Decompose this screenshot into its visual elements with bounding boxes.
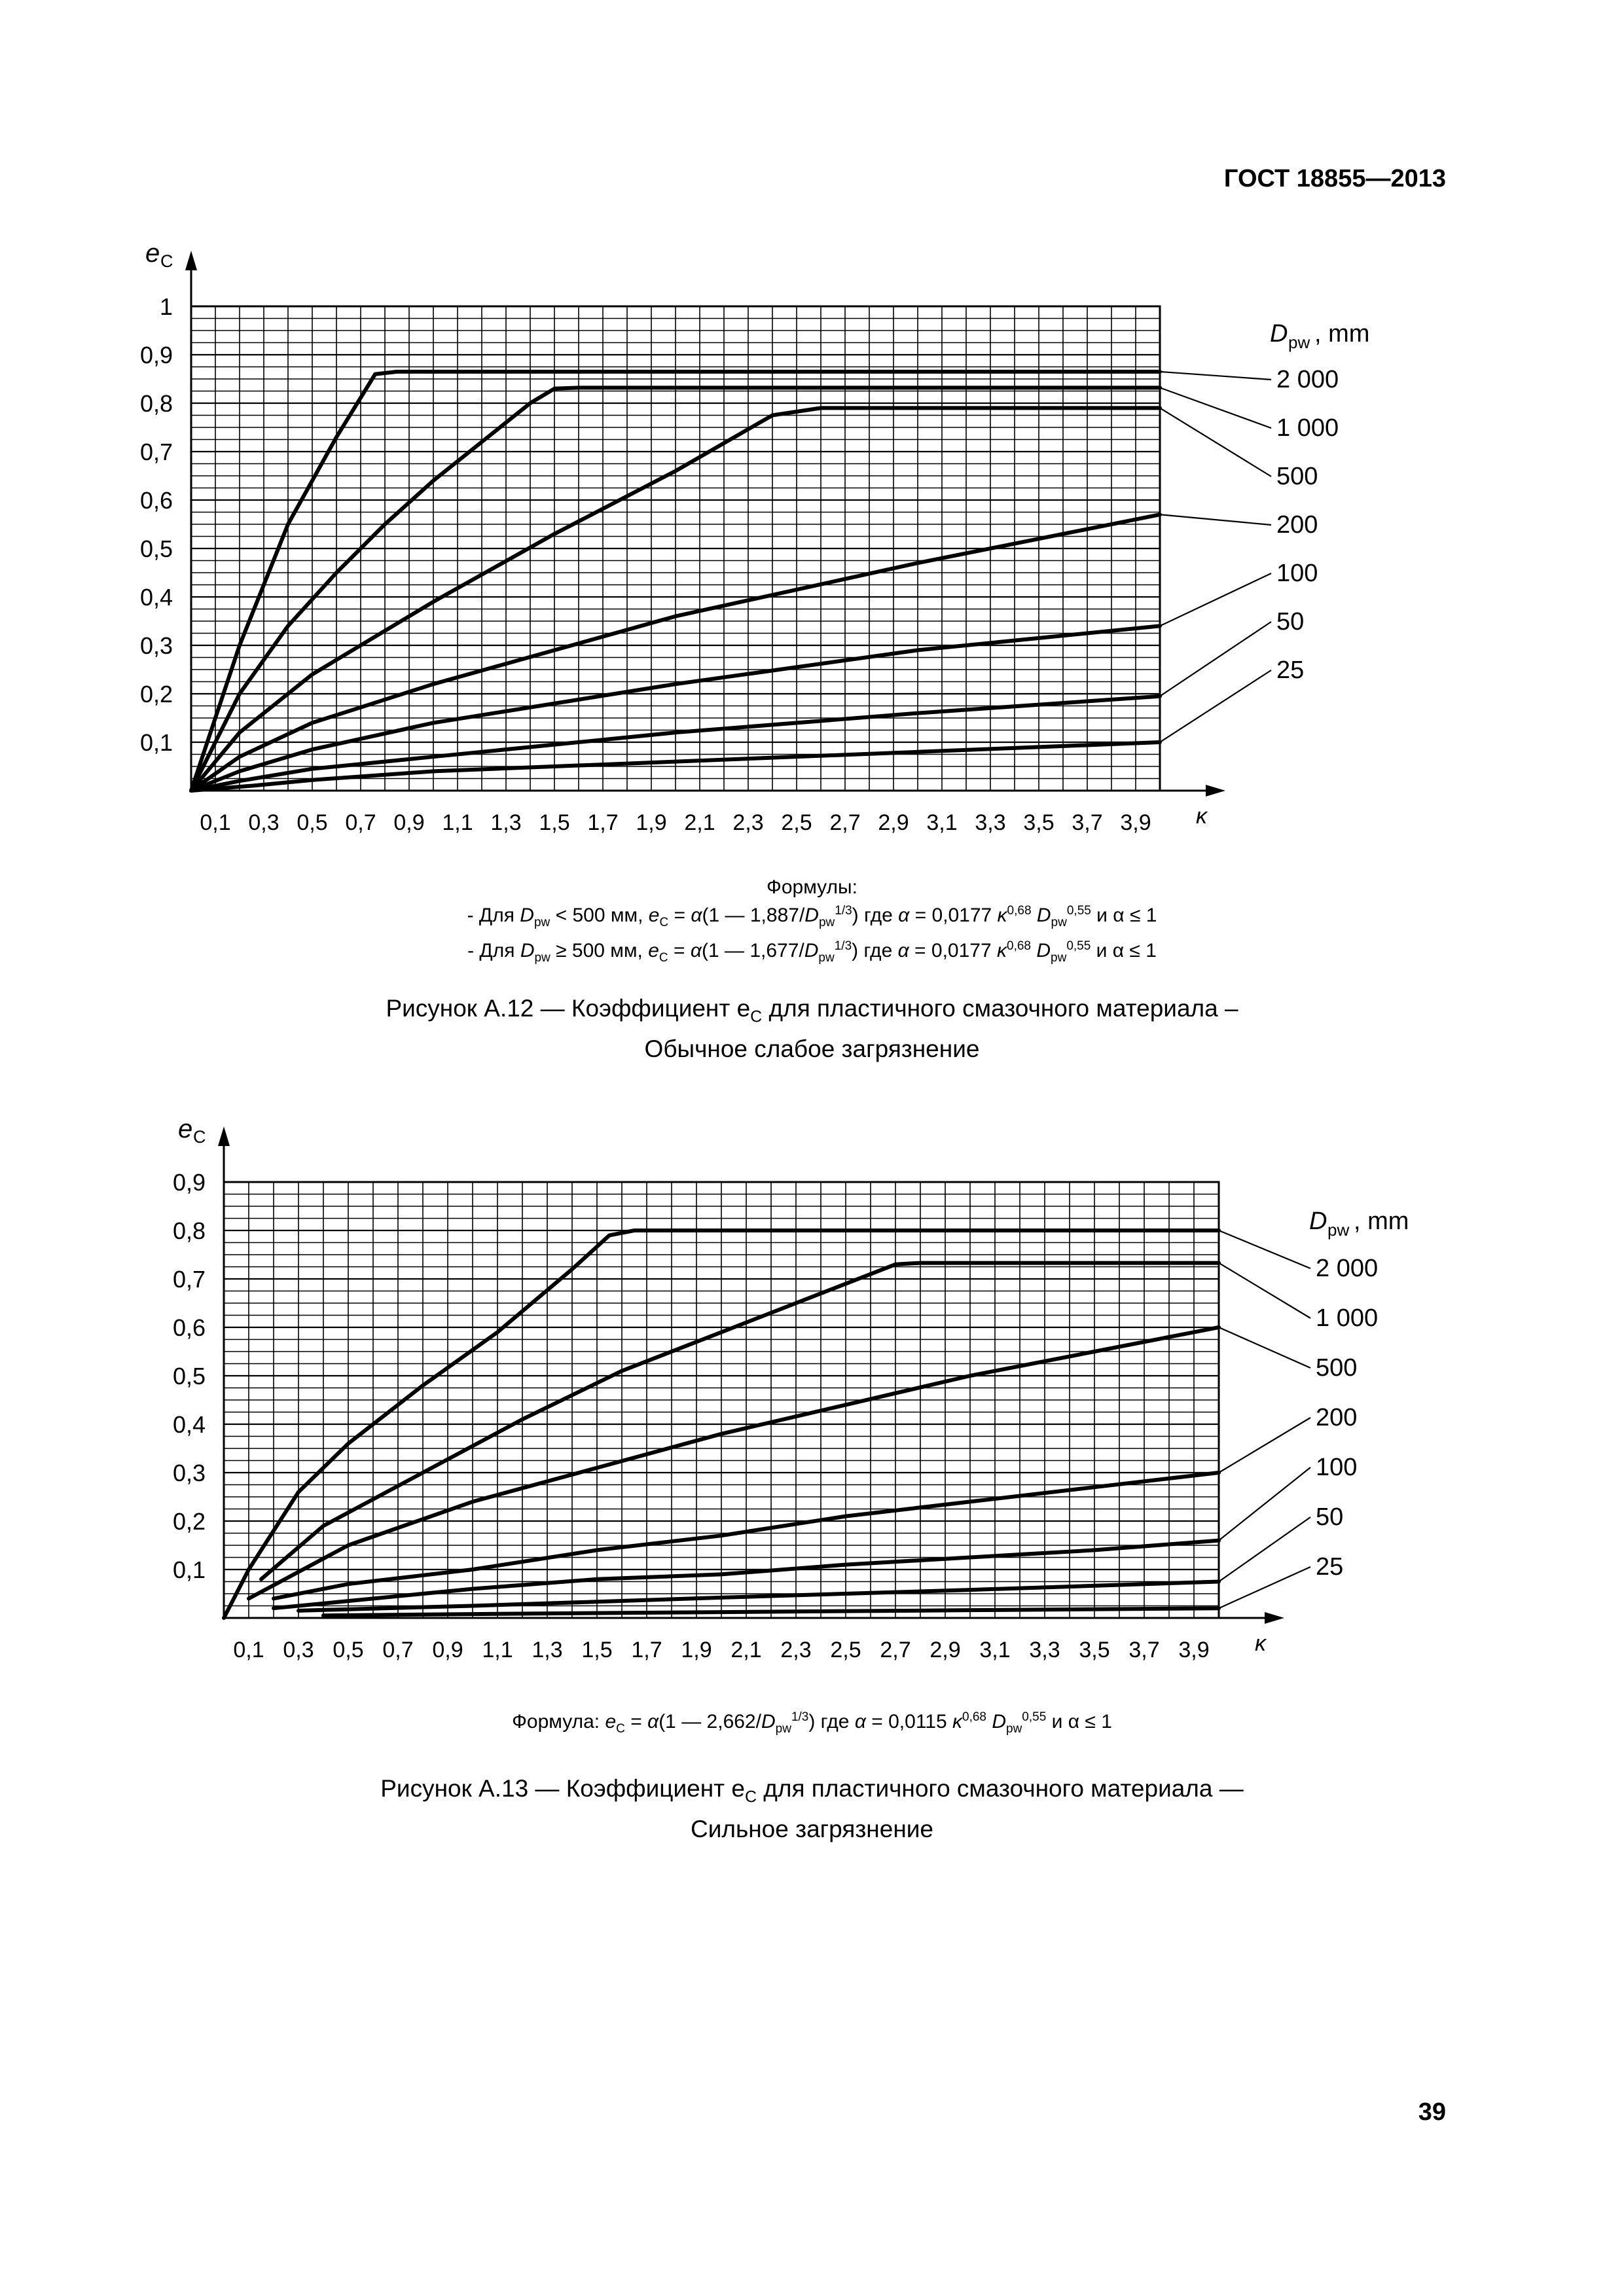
y-tick-label: 0,7 (172, 1266, 206, 1293)
x-tick-label: 3,9 (1178, 1638, 1210, 1662)
x-tick-label: 0,1 (233, 1638, 264, 1662)
series-label: 100 (1316, 1454, 1358, 1481)
y-tick-label: 0,2 (172, 1508, 206, 1535)
x-tick-label: 0,3 (248, 810, 280, 835)
x-tick-label: 1,5 (539, 810, 570, 835)
x-tick-label: 2,7 (829, 810, 861, 835)
x-tick-label: 3,1 (926, 810, 958, 835)
x-tick-label: 3,9 (1120, 810, 1151, 835)
x-tick-label: 3,5 (1023, 810, 1055, 835)
y-tick-label: 0,6 (172, 1314, 206, 1341)
legend-title-sub: pw (1288, 332, 1310, 352)
leader-line (1219, 1327, 1310, 1368)
x-tick-label: 0,9 (432, 1638, 463, 1662)
y-axis-label: e (178, 1115, 193, 1143)
x-tick-label: 0,7 (345, 810, 376, 835)
x-tick-label: 0,7 (382, 1638, 414, 1662)
x-tick-label: 1,7 (587, 810, 619, 835)
y-tick-label: 0,2 (139, 681, 173, 708)
y-axis-label-sub: C (160, 251, 173, 271)
leader-line (1219, 1567, 1310, 1608)
leader-line (1219, 1263, 1310, 1318)
y-tick-label: 0,4 (172, 1411, 206, 1438)
leader-line (1219, 1418, 1310, 1473)
y-tick-label: 0,8 (172, 1217, 206, 1244)
caption-fig-a13: Рисунок А.13 — Коэффициент $e_C$ для пластичного смазочного материала — Сильное загрязнение (380, 1775, 1244, 1843)
leader-line (1219, 1517, 1310, 1582)
leader-line (1160, 387, 1271, 428)
x-tick-label: 0,5 (333, 1638, 364, 1662)
x-tick-label: 2,7 (880, 1638, 911, 1662)
y-tick-label: 0,1 (172, 1556, 206, 1583)
y-tick-label: 0,5 (139, 535, 173, 562)
y-tick-label: 0,7 (139, 439, 173, 465)
series-label: 500 (1276, 463, 1318, 490)
x-tick-label: 2,3 (780, 1638, 812, 1662)
y-tick-label: 0,3 (139, 632, 173, 659)
x-tick-label: 0,9 (393, 810, 425, 835)
x-tick-label: 1,5 (581, 1638, 613, 1662)
x-tick-label: 1,3 (532, 1638, 563, 1662)
y-tick-label: 0,9 (139, 342, 173, 368)
formulas-fig-a12 (0, 876, 1624, 970)
series-label: 50 (1276, 608, 1305, 636)
x-tick-label: 3,7 (1072, 810, 1103, 835)
x-tick-label: 2,1 (684, 810, 715, 835)
x-tick-label: 3,1 (979, 1638, 1011, 1662)
leader-line (1160, 670, 1271, 742)
series-label: 1 000 (1276, 414, 1339, 442)
y-tick-label: 0,4 (139, 584, 173, 611)
series-label: 50 (1316, 1503, 1344, 1531)
formula-line-1: - Для $D_{pw} < 500$ мм, $e_C = \alpha(1$ — $1,887/D_{pw}^{1/3}$) где α = 0,0177 $\kappa^{0,68}$ $D_{pw}^{0,55}$ и α ≤ 1 (467, 904, 1157, 929)
x-axis-arrow (1206, 785, 1225, 797)
x-tick-label: 2,9 (878, 810, 909, 835)
series-label: 200 (1316, 1404, 1358, 1431)
formula-line-2: - Для $D_{pw} \ge 500$ мм, $e_C = \alpha(1$ — $1,677/D_{pw}^{1/3}$) где α = 0,0177 $\kappa^{0,68}$ $D_{pw}^{0,55}$ и α ≤ 1 (467, 939, 1157, 965)
legend-title-unit: , mm (1354, 1208, 1409, 1235)
series-line-500 (249, 1327, 1219, 1598)
x-tick-label: 1,7 (631, 1638, 662, 1662)
leader-line (1160, 622, 1271, 696)
legend-title: D (1270, 320, 1288, 348)
x-axis-label: κ (1255, 1631, 1266, 1656)
chart-fig-a12 (0, 223, 1624, 877)
leader-line (1160, 408, 1271, 476)
x-tick-label: 0,1 (200, 810, 231, 835)
x-axis-label: κ (1196, 804, 1207, 829)
x-tick-label: 3,3 (975, 810, 1006, 835)
caption-fig-a12: Рисунок А.12 — Коэффициент $e_C$ для пластичного смазочного материала – Обычное слабое загрязнение (386, 995, 1238, 1063)
y-tick-label: 0,6 (139, 487, 173, 514)
chart-fig-a13 (0, 1086, 1624, 1708)
y-axis-label-sub: C (193, 1127, 206, 1147)
x-tick-label: 2,5 (830, 1638, 861, 1662)
series-label: 500 (1316, 1354, 1358, 1382)
x-tick-label: 3,3 (1029, 1638, 1060, 1662)
y-tick-label: 0,1 (139, 729, 173, 756)
formulas-title: Формулы: (767, 876, 857, 898)
y-tick-label: 0,3 (172, 1460, 206, 1486)
series-label: 2 000 (1316, 1255, 1379, 1282)
legend-title-sub: pw (1327, 1220, 1350, 1240)
x-axis-arrow (1265, 1612, 1284, 1624)
x-tick-label: 1,1 (442, 810, 473, 835)
x-tick-label: 2,3 (732, 810, 764, 835)
x-tick-label: 2,5 (781, 810, 812, 835)
x-tick-label: 0,5 (297, 810, 328, 835)
leader-line (1160, 573, 1271, 626)
leader-line (1160, 514, 1271, 525)
y-axis-label: e (145, 239, 160, 268)
y-axis-arrow (185, 251, 197, 270)
y-tick-label: 0,9 (172, 1169, 206, 1196)
series-line-50 (298, 1582, 1219, 1611)
leader-line (1219, 1230, 1310, 1268)
document-id: ГОСТ 18855—2013 (1223, 165, 1446, 192)
series-label: 1 000 (1316, 1304, 1379, 1332)
y-axis-arrow (218, 1126, 230, 1146)
series-label: 25 (1316, 1553, 1344, 1581)
leader-line (1160, 372, 1271, 380)
x-tick-label: 3,7 (1128, 1638, 1160, 1662)
series-label: 25 (1276, 656, 1305, 684)
series-label: 100 (1276, 560, 1318, 587)
x-tick-label: 1,1 (482, 1638, 513, 1662)
legend-title: D (1309, 1208, 1327, 1235)
x-tick-label: 0,3 (283, 1638, 314, 1662)
leader-line (1219, 1467, 1310, 1541)
page-number: 39 (1418, 2098, 1446, 2126)
x-tick-label: 1,3 (490, 810, 522, 835)
y-tick-label: 1 (159, 293, 173, 320)
legend-title-unit: , mm (1314, 320, 1370, 348)
y-tick-label: 0,5 (172, 1363, 206, 1390)
grid (191, 306, 1160, 791)
series-label: 200 (1276, 511, 1318, 539)
series-label: 2 000 (1276, 366, 1339, 393)
x-tick-label: 1,9 (681, 1638, 712, 1662)
x-tick-label: 3,5 (1079, 1638, 1110, 1662)
x-tick-label: 1,9 (636, 810, 667, 835)
y-tick-label: 0,8 (139, 390, 173, 417)
x-tick-label: 2,9 (929, 1638, 961, 1662)
formula-fig-a13: Формула: $e_C = \alpha(1$ — $2,662/D_{pw}^{1/3}$) где α = 0,0115 $\kappa^{0,68}$ $D_{pw}^{0,55}$ и α ≤ 1 (512, 1710, 1112, 1736)
x-tick-label: 2,1 (731, 1638, 762, 1662)
